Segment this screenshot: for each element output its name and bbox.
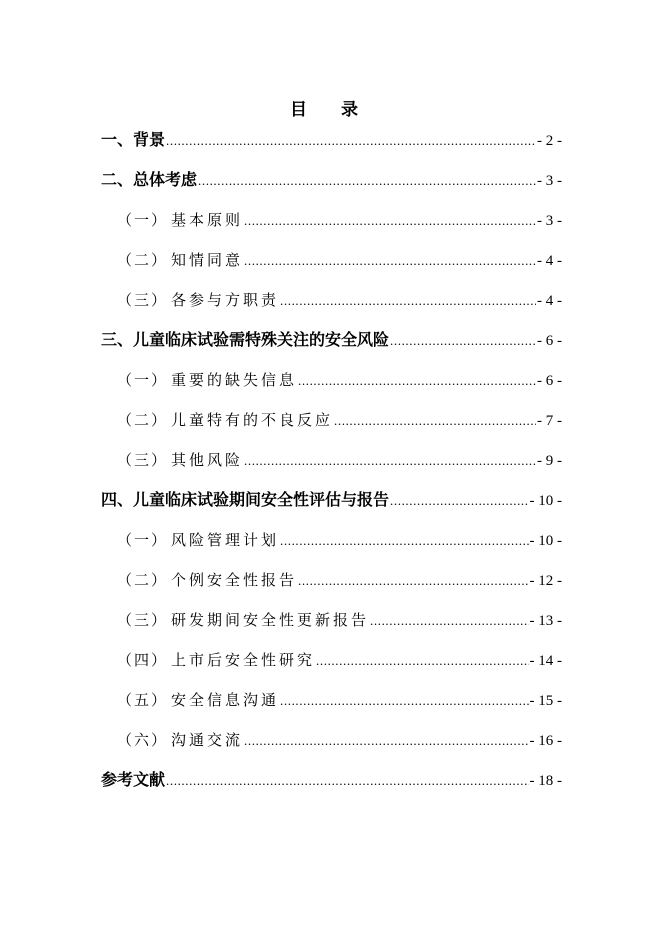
entry-title: 参考文献	[101, 770, 166, 789]
entry-number: （六）	[117, 731, 169, 749]
dot-leader	[166, 769, 528, 793]
entry-page-number: - 15 -	[529, 693, 562, 709]
dot-leader	[244, 249, 536, 273]
entry-page-number: - 6 -	[537, 333, 562, 349]
entry-page-number: - 7 -	[537, 413, 562, 429]
dot-leader	[166, 129, 536, 153]
entry-page-number: - 18 -	[529, 773, 562, 789]
toc-entry[interactable]	[117, 608, 562, 632]
entry-number: （三）	[117, 451, 169, 469]
entry-title: 各参与方职责	[171, 291, 280, 309]
dot-leader	[244, 729, 528, 753]
entry-number: （二）	[117, 411, 169, 429]
toc-entry[interactable]	[117, 568, 562, 592]
dot-leader	[390, 489, 528, 513]
entry-title: 儿童特有的不良反应	[171, 411, 334, 429]
toc-entry[interactable]	[117, 728, 562, 752]
dot-leader	[390, 329, 536, 353]
entry-page-number: - 6 -	[537, 373, 562, 389]
entry-page-number: - 14 -	[529, 653, 562, 669]
dot-leader	[198, 169, 536, 193]
dot-leader	[334, 409, 536, 433]
toc-entry[interactable]	[101, 328, 562, 352]
entry-title: 研发期间安全性更新报告	[171, 611, 370, 629]
toc-entry[interactable]	[117, 248, 562, 272]
entry-page-number: - 3 -	[537, 173, 562, 189]
entry-number: 四、	[101, 490, 134, 509]
dot-leader	[280, 689, 528, 713]
dot-leader	[370, 609, 528, 633]
toc-entry[interactable]	[117, 408, 562, 432]
entry-page-number: - 9 -	[537, 453, 562, 469]
entry-title: 儿童临床试验需特殊关注的安全风险	[133, 330, 390, 349]
toc-title: 目 录	[290, 100, 372, 120]
entry-page-number: - 10 -	[529, 533, 562, 549]
entry-number: （四）	[117, 651, 169, 669]
entry-title: 知情同意	[171, 251, 244, 269]
entry-number: 三、	[101, 330, 134, 349]
entry-page-number: - 10 -	[529, 493, 562, 509]
dot-leader	[280, 529, 528, 553]
entry-page-number: - 2 -	[537, 133, 562, 149]
entry-page-number: - 4 -	[537, 293, 562, 309]
toc-entry[interactable]	[101, 168, 562, 192]
entry-title: 沟通交流	[171, 731, 244, 749]
entry-title: 重要的缺失信息	[171, 371, 298, 389]
entry-title: 背景	[133, 130, 166, 149]
entry-page-number: - 12 -	[529, 573, 562, 589]
entry-title: 总体考虑	[133, 170, 198, 189]
dot-leader	[316, 649, 528, 673]
entry-page-number: - 16 -	[529, 733, 562, 749]
entry-title: 其他风险	[171, 451, 244, 469]
dot-leader	[244, 449, 536, 473]
toc-entry[interactable]	[117, 528, 562, 552]
entry-number: （二）	[117, 571, 169, 589]
entry-number: 一、	[101, 130, 134, 149]
toc-entry[interactable]	[117, 368, 562, 392]
entry-title: 个例安全性报告	[171, 571, 298, 589]
toc-entry[interactable]	[101, 768, 562, 792]
entry-page-number: - 13 -	[529, 613, 562, 629]
entry-title: 儿童临床试验期间安全性评估与报告	[133, 490, 390, 509]
entry-number: （五）	[117, 691, 169, 709]
dot-leader	[280, 289, 536, 313]
entry-title: 基本原则	[171, 211, 244, 229]
entry-number: （一）	[117, 531, 169, 549]
toc-entry[interactable]	[117, 688, 562, 712]
entry-title: 上市后安全性研究	[171, 651, 316, 669]
entry-number: （三）	[117, 291, 169, 309]
toc-entry[interactable]	[117, 648, 562, 672]
dot-leader	[298, 569, 528, 593]
toc-entry[interactable]	[117, 288, 562, 312]
dot-leader	[298, 369, 536, 393]
entry-number: （三）	[117, 611, 169, 629]
entry-title: 风险管理计划	[171, 531, 280, 549]
toc-entry[interactable]	[101, 488, 562, 512]
entry-title: 安全信息沟通	[171, 691, 280, 709]
entry-page-number: - 3 -	[537, 213, 562, 229]
toc-entry[interactable]	[117, 448, 562, 472]
entry-number: （二）	[117, 251, 169, 269]
entry-number: （一）	[117, 211, 169, 229]
entry-number: 二、	[101, 170, 134, 189]
toc-entry[interactable]	[101, 128, 562, 152]
entry-page-number: - 4 -	[537, 253, 562, 269]
toc-entry[interactable]	[117, 208, 562, 232]
dot-leader	[244, 209, 536, 233]
entry-number: （一）	[117, 371, 169, 389]
